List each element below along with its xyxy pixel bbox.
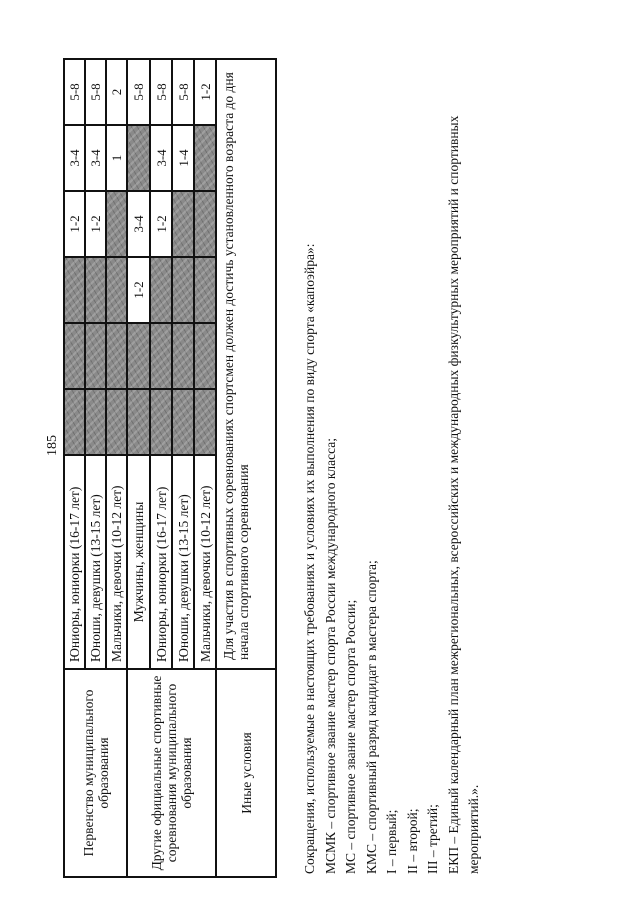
table-cell <box>106 389 127 455</box>
rotated-page-content <box>0 12 640 892</box>
list-item: II – второй; <box>404 808 420 874</box>
table-cell: 5-8 <box>85 59 106 125</box>
table-cell: 3-4 <box>85 125 106 191</box>
table-cell: 3-4 <box>150 125 172 191</box>
list-item: I – первый; <box>384 809 399 874</box>
table-row <box>127 59 150 877</box>
table-cell <box>127 389 150 455</box>
table-cell <box>64 257 85 323</box>
list-item: МС – спортивное звание мастер спорта России; <box>343 599 358 874</box>
table-cell <box>150 257 172 323</box>
table-cell <box>64 323 85 389</box>
table-cell <box>194 323 216 389</box>
table-cell <box>194 191 216 257</box>
table-cell: 5-8 <box>150 59 172 125</box>
table-row <box>216 59 276 877</box>
list-item: ЕКП – Единый календарный план межрегиональных, всероссийских и международных физкультурных мероприятий и спортивных мероприятий.». <box>445 115 481 874</box>
table-cell <box>127 323 150 389</box>
page-number: 185 <box>45 435 60 456</box>
subgroup-label: Мальчики, девочки (10-12 лет) <box>194 455 216 669</box>
table-cell <box>64 389 85 455</box>
table-cell <box>150 389 172 455</box>
table-cell <box>85 257 106 323</box>
table-cell: 1-4 <box>172 125 194 191</box>
table-cell <box>85 323 106 389</box>
table-cell <box>106 191 127 257</box>
table-cell: 2 <box>106 59 127 125</box>
table-cell: 1-2 <box>85 191 106 257</box>
table-cell: 1-2 <box>64 191 85 257</box>
list-item: III – третий; <box>425 804 440 874</box>
table-cell <box>127 125 150 191</box>
table-cell <box>106 323 127 389</box>
requirements-table <box>63 58 277 878</box>
other-conditions-text: Для участия в спортивных соревнованиях спортсмен должен достичь установленного возраста до дня начала спортивного соревнования <box>216 59 276 669</box>
table-cell: 1-2 <box>150 191 172 257</box>
table-cell: 3-4 <box>127 191 150 257</box>
other-conditions-label: Иные условия <box>216 669 276 877</box>
table-cell <box>194 389 216 455</box>
table-cell <box>106 257 127 323</box>
list-item: КМС – спортивный разряд кандидат в мастера спорта; <box>363 560 379 874</box>
table-cell <box>172 389 194 455</box>
table-cell <box>85 389 106 455</box>
table-cell <box>194 257 216 323</box>
abbreviations-notes <box>300 24 485 874</box>
subgroup-label: Юноши, девушки (13-15 лет) <box>85 455 106 669</box>
subgroup-label: Юниоры, юниорки (16-17 лет) <box>150 455 172 669</box>
subgroup-label: Юниоры, юниорки (16-17 лет) <box>64 455 85 669</box>
table-cell: 5-8 <box>64 59 85 125</box>
list-item: МСМК – спортивное звание мастер спорта России международного класса; <box>322 437 338 874</box>
group-name: Другие официальные спортивные соревнования муниципального образования <box>127 669 216 877</box>
table-cell: 1 <box>106 125 127 191</box>
subgroup-label: Мужчины, женщины <box>127 455 150 669</box>
table-cell: 1-2 <box>127 257 150 323</box>
table-cell <box>194 125 216 191</box>
table-cell: 3-4 <box>64 125 85 191</box>
table-cell <box>172 257 194 323</box>
table-cell: 5-8 <box>127 59 150 125</box>
table-cell <box>172 191 194 257</box>
table-cell: 5-8 <box>172 59 194 125</box>
subgroup-label: Мальчики, девочки (10-12 лет) <box>106 455 127 669</box>
table-row <box>64 59 85 877</box>
table-cell <box>172 323 194 389</box>
group-name: Первенство муниципального образования <box>64 669 127 877</box>
subgroup-label: Юноши, девушки (13-15 лет) <box>172 455 194 669</box>
table-cell: 1-2 <box>194 59 216 125</box>
table-cell <box>150 323 172 389</box>
notes-intro: Сокращения, используемые в настоящих требованиях и условиях их выполнения по виду спорта «капоэйра»: <box>302 243 317 874</box>
